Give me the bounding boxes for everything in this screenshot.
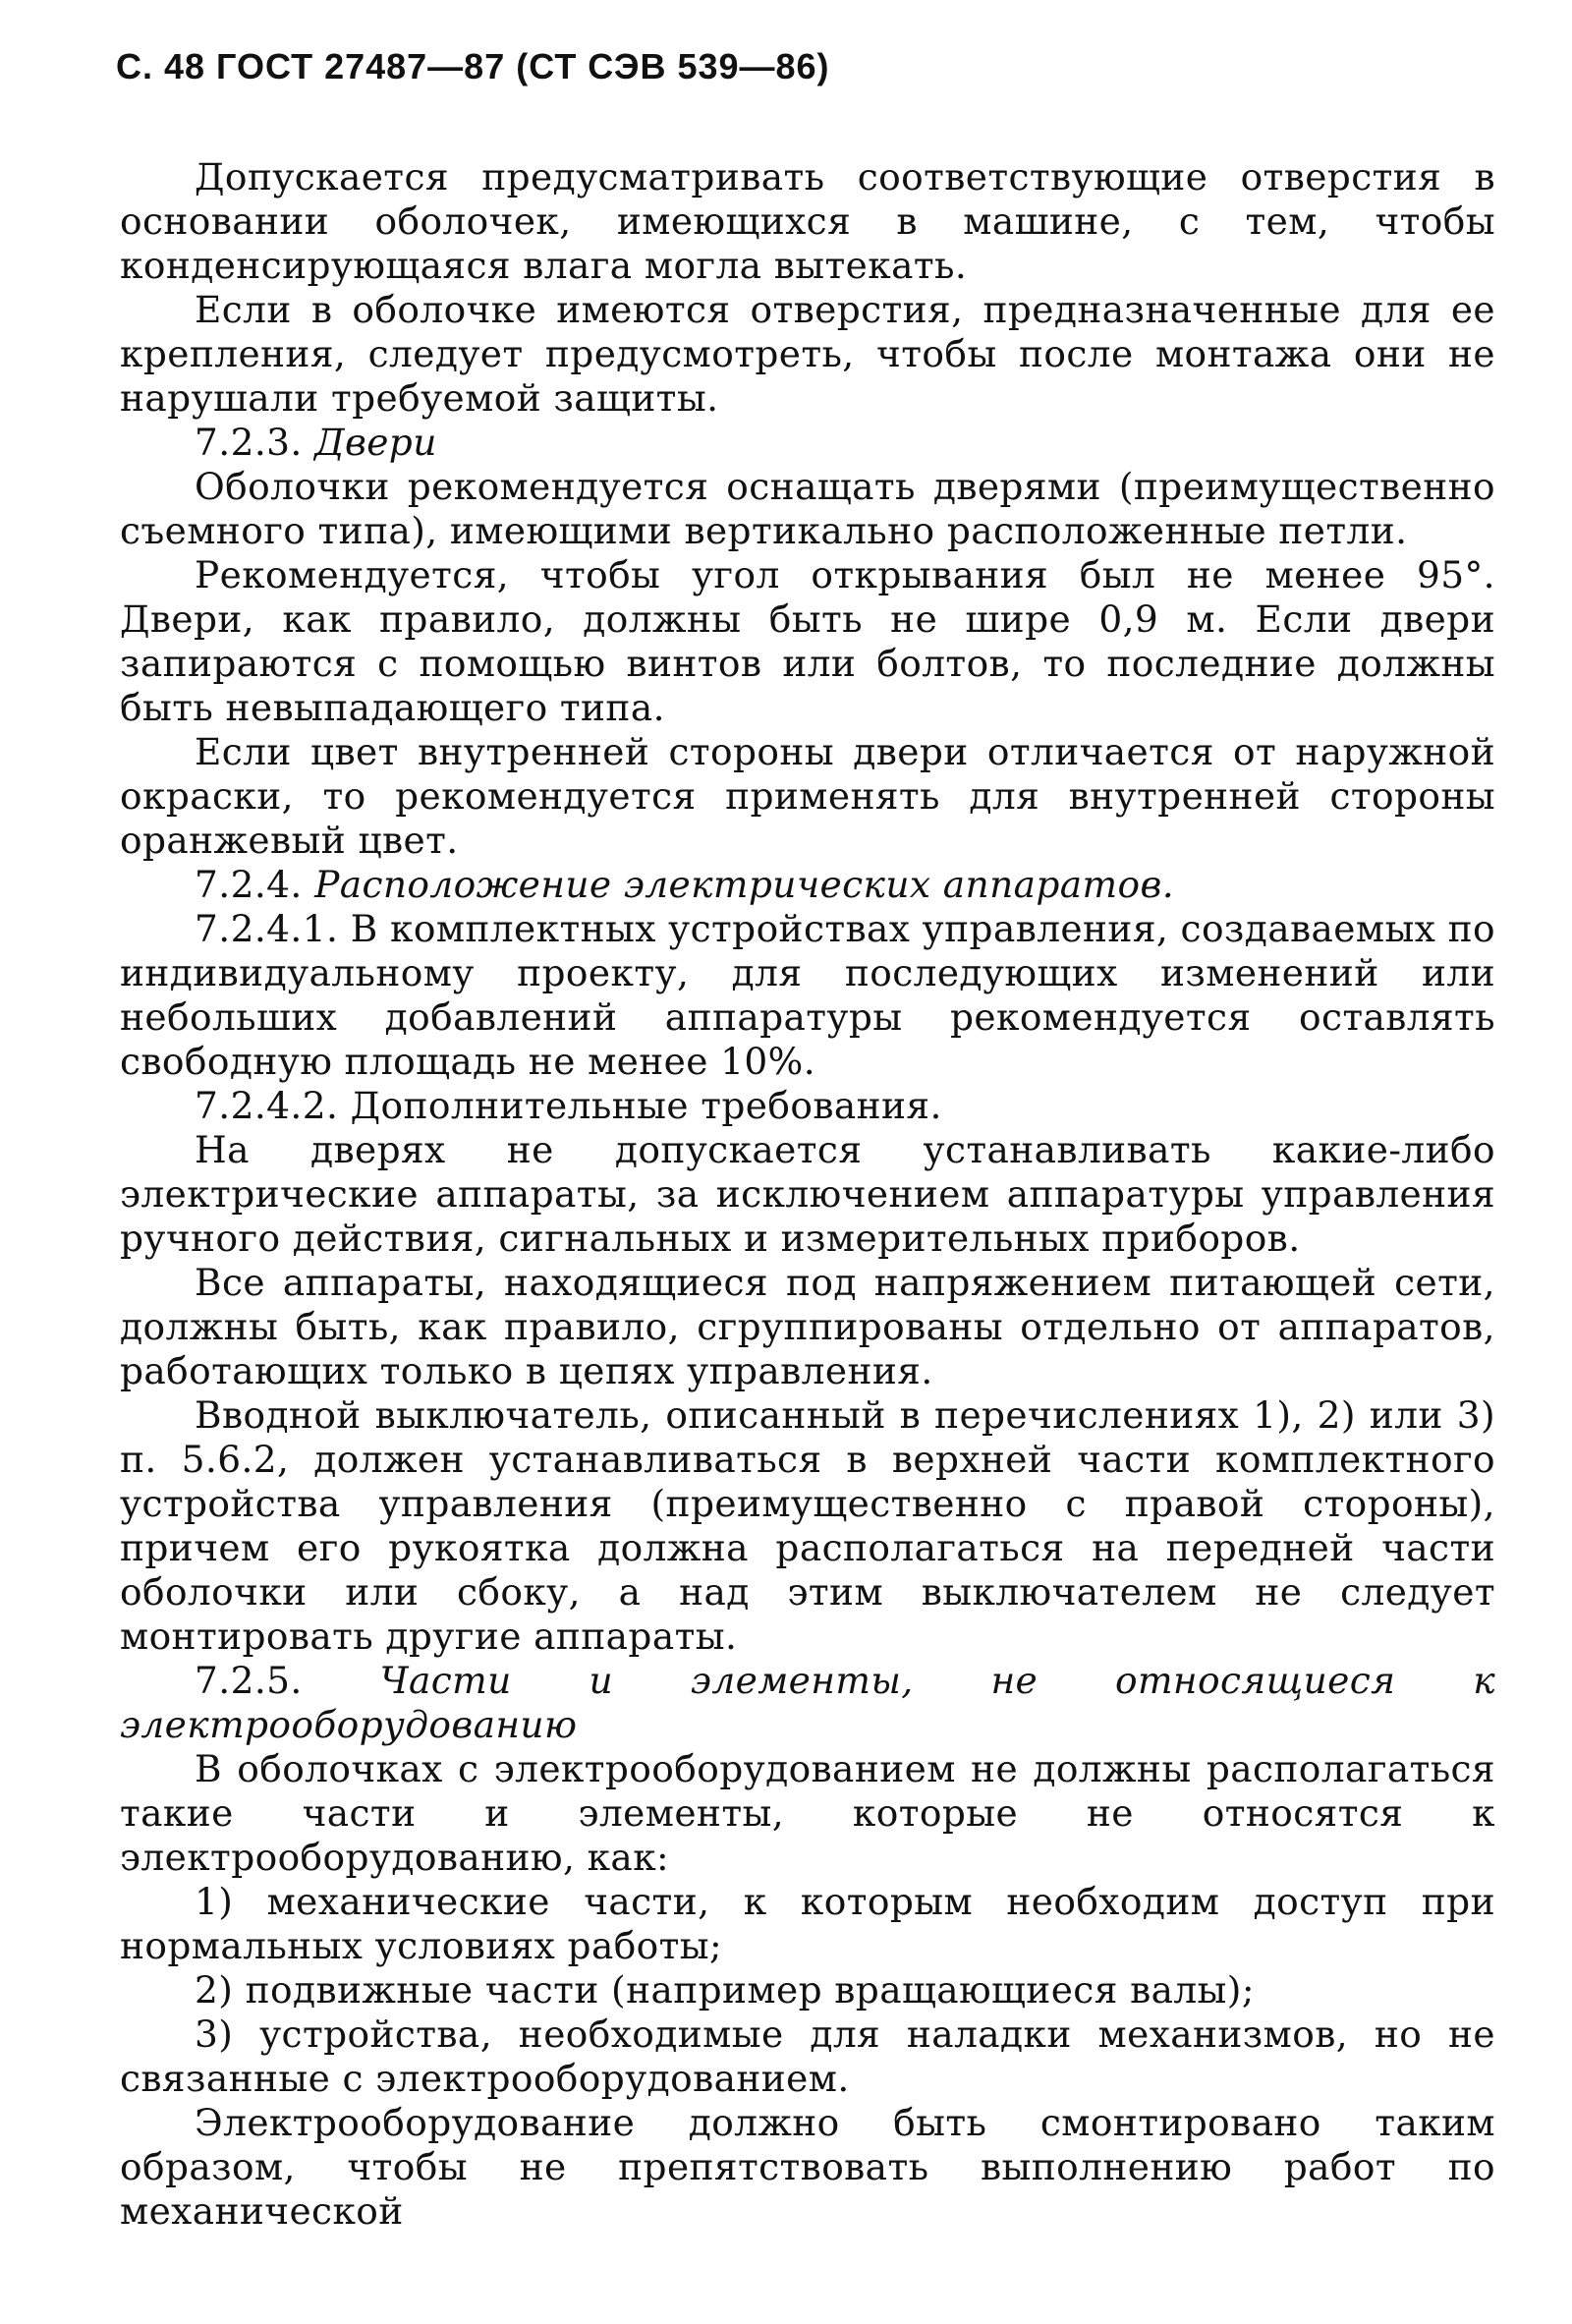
list-item: 2) подвижные части (например вращающиеся валы); (195, 1968, 1255, 2012)
paragraph-door-apparatus: На дверях не допускается устанавливать какие-либо электрические аппараты, за исключением аппаратуры управления ручного действия, сигнальных и измерительных приборов. (120, 1128, 1495, 1260)
section-number: 7.2.3. (195, 421, 303, 464)
section-title: Двери (314, 421, 437, 464)
section-7-2-4-heading (120, 863, 1495, 907)
paragraph-input-switch: Вводной выключатель, описанный в перечислениях 1), 2) или 3) п. 5.6.2, должен устанавливаться в верхней части комплектного устройства управления (преимущественно с правой стороны), причем его рукоятка должна располагаться на передней части оболочки или сбоку, а над этим выключателем не следует монтировать другие аппараты. (120, 1393, 1495, 1658)
paragraph-door-angle: Рекомендуется, чтобы угол открывания был не менее 95°. Двери, как правило, должны быть не шире 0,9 м. Если двери запираются с помощью винтов или болтов, то последние должны быть невыпадающего типа. (120, 553, 1495, 729)
list-item: 3) устройства, необходимые для наладки механизмов, но не связанные с электрооборудованием. (120, 2012, 1495, 2100)
paragraph-grouping: Все аппараты, находящиеся под напряжением питающей сети, должны быть, как правило, сгруппированы отдельно от аппаратов, работающих только в цепях управления. (120, 1261, 1495, 1392)
section-number: 7.2.4.2. (195, 1084, 339, 1127)
section-7-2-5-heading (120, 1659, 1495, 1747)
paragraph-mounting-mechanical: Электрооборудование должно быть смонтировано таким образом, чтобы не препятствовать выполнению работ по механической (120, 2101, 1495, 2233)
section-title: Расположение электрических аппаратов. (314, 863, 1175, 906)
paragraph-drainage-openings: Допускается предусматривать соответствующие отверстия в основании оболочек, имеющихся в машине, с тем, чтобы конденсирующаяся влага могла вытекать. (120, 155, 1495, 287)
section-number: 7.2.4. (195, 863, 303, 906)
section-number: 7.2.4.1. (195, 907, 339, 950)
document-body (120, 155, 1495, 2234)
page-header: С. 48 ГОСТ 27487—87 (СТ СЭВ 539—86) (116, 46, 830, 86)
paragraph-non-electrical-parts: В оболочках с электрооборудованием не должны располагаться такие части и элементы, которые не относятся к электрооборудованию, как: (120, 1747, 1495, 1879)
section-7-2-4-1 (120, 907, 1495, 1084)
section-number: 7.2.5. (195, 1659, 303, 1702)
section-7-2-4-2-heading (120, 1084, 1495, 1128)
paragraph-door-color: Если цвет внутренней стороны двери отличается от наружной окраски, то рекомендуется применять для внутренней стороны оранжевый цвет. (120, 730, 1495, 862)
paragraph-mounting-openings: Если в оболочке имеются отверстия, предназначенные для ее крепления, следует предусмотреть, чтобы после монтажа они не нарушали требуемой защиты. (120, 288, 1495, 420)
list-item: 1) механические части, к которым необходим доступ при нормальных условиях работы; (120, 1880, 1495, 1967)
section-title: Части и элементы, не относящиеся к электрооборудованию (120, 1659, 1495, 1746)
paragraph-doors-hinges: Оболочки рекомендуется оснащать дверями (преимущественно съемного типа), имеющими вертикально расположенные петли. (120, 465, 1495, 552)
section-text: В комплектных устройствах управления, создаваемых по индивидуальному проекту, для последующих изменений или небольших добавлений аппаратуры рекомендуется оставлять свободную площадь не менее 10%. (120, 907, 1495, 1083)
section-7-2-3-heading (120, 421, 1495, 465)
section-title: Дополнительные требования. (350, 1084, 942, 1127)
